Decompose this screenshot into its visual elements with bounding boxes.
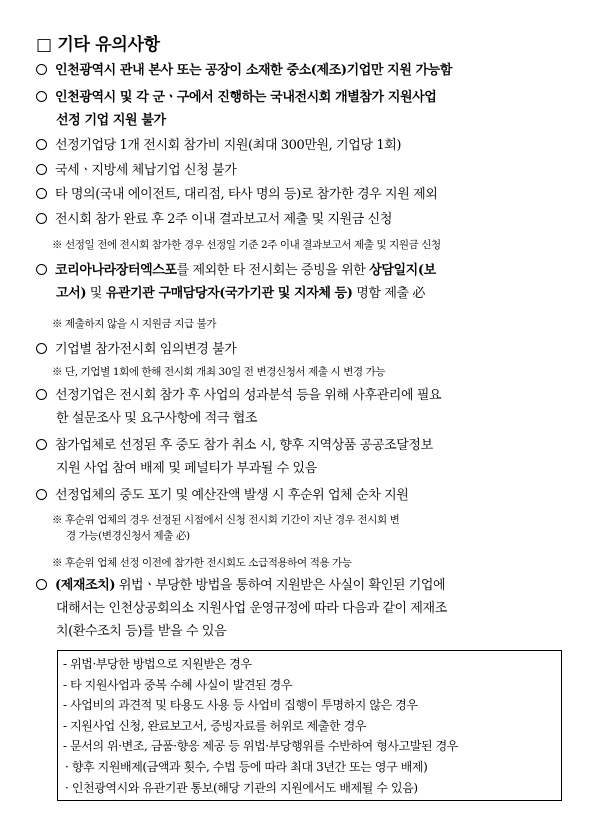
bullet-circle-icon — [36, 389, 47, 400]
notice-item-cancel-penalty: 참가업체로 선정된 후 중도 참가 취소 시, 향후 지역상품 공공조달정보 지원 사업 참여 배제 및 페널티가 부과될 수 있음 — [36, 434, 591, 480]
sanction-consequence: · 향후 지원배제(금액과 횟수, 수법 등에 따라 최대 3년간 또는 영구 배제) — [65, 759, 428, 774]
bullet-circle-icon — [36, 164, 47, 175]
note-retroactive: ※ 후순위 업체 선정 이전에 참가한 전시회도 소급적용하여 적용 가능 — [52, 557, 352, 569]
sanction-case: - 타 지원사업과 중복 수혜 사실이 발견된 경우 — [63, 677, 293, 692]
notice-item-report: 전시회 참가 완료 후 2주 이내 결과보고서 제출 및 지원금 신청 — [36, 208, 591, 231]
note-prior-participation: ※ 선정일 전에 전시회 참가한 경우 선정일 기준 2주 이내 결과보고서 제출 및 지원금 신청 — [52, 239, 441, 251]
sanction-case: - 문서의 위·변조, 금품·향응 제공 등 위법·부당행위를 수반하여 형사고발된 경우 — [63, 739, 458, 754]
notice-item-tax-arrears: 국세ㆍ지방세 체납기업 신청 불가 — [36, 159, 591, 182]
sanction-case: - 사업비의 과견적 및 타용도 사용 등 사업비 집행이 투명하지 않은 경우 — [63, 698, 418, 713]
note-backup-change: ※ 후순위 업체의 경우 선정된 시점에서 신청 전시회 기간이 지난 경우 전시회 변 경 가능(변경신청서 제출 必) — [52, 514, 400, 542]
bullet-circle-icon — [36, 139, 47, 150]
bullet-circle-icon — [36, 439, 47, 450]
note-no-submission: ※ 제출하지 않을 시 지원금 지급 불가 — [52, 318, 217, 330]
sanction-consequence: · 인천광역시와 유관기관 통보(해당 기관의 지원에서도 배제될 수 있음) — [65, 780, 418, 795]
bullet-circle-icon — [36, 343, 47, 354]
sanction-case: - 위법·부당한 방법으로 지원받은 경우 — [63, 657, 252, 671]
bullet-circle-icon — [36, 91, 47, 102]
bullet-circle-icon — [36, 64, 47, 75]
notice-item-eligibility: 인천광역시 관내 본사 또는 공장이 소재한 중소(제조)기업만 지원 가능함 — [36, 59, 591, 82]
sanction-case: - 지원사업 신청, 완료보고서, 증빙자료를 허위로 제출한 경우 — [63, 718, 366, 733]
notice-item-survey: 선정기업은 전시회 참가 후 사업의 성과분석 등을 위해 사후관리에 필요 한 설문조사 및 요구사항에 적극 협조 — [36, 384, 591, 430]
notice-item-expo-evidence: 코리아나라장터엑스포를 제외한 타 전시회는 증빙을 위한 상담일지(보 고서) 및 유관기관 구매담당자(국가기관 및 지자체 등) 명함 제출 必 — [36, 259, 591, 305]
note-change-once: ※ 단, 기업별 1회에 한해 전시회 개최 30일 전 변경신청서 제출 시 변경 가능 — [52, 366, 386, 378]
notice-item-sanction: (제재조치) 위법ㆍ부당한 방법을 통하여 지원받은 사실이 확인된 기업에 대해서는 인천상공회의소 지원사업 운영규정에 따라 다음과 같이 제재조 치(환수조치 등)를 받을 수 있음 — [36, 574, 591, 643]
notice-item-fee-support: 선정기업당 1개 전시회 참가비 지원(최대 300만원, 기업당 1회) — [36, 134, 591, 157]
notice-item-duplicate-support: 인천광역시 및 각 군ㆍ구에서 진행하는 국내전시회 개별참가 지원사업 선정 기업 지원 불가 — [36, 86, 591, 132]
notice-item-change-exhibition: 기업별 참가전시회 임의변경 불가 — [36, 338, 591, 361]
section-title: □ 기타 유의사항 — [36, 35, 160, 55]
bullet-circle-icon — [36, 489, 47, 500]
sanction-cases-box — [57, 650, 562, 801]
notice-item-backup-vendor: 선정업체의 중도 포기 및 예산잔액 발생 시 후순위 업체 순차 지원 — [36, 484, 591, 507]
bullet-circle-icon — [36, 213, 47, 224]
bullet-circle-icon — [36, 264, 47, 275]
bullet-circle-icon — [36, 579, 47, 590]
bullet-circle-icon — [36, 188, 47, 199]
notice-item-other-name: 타 명의(국내 에이전트, 대리점, 타사 명의 등)로 참가한 경우 지원 제외 — [36, 183, 591, 206]
